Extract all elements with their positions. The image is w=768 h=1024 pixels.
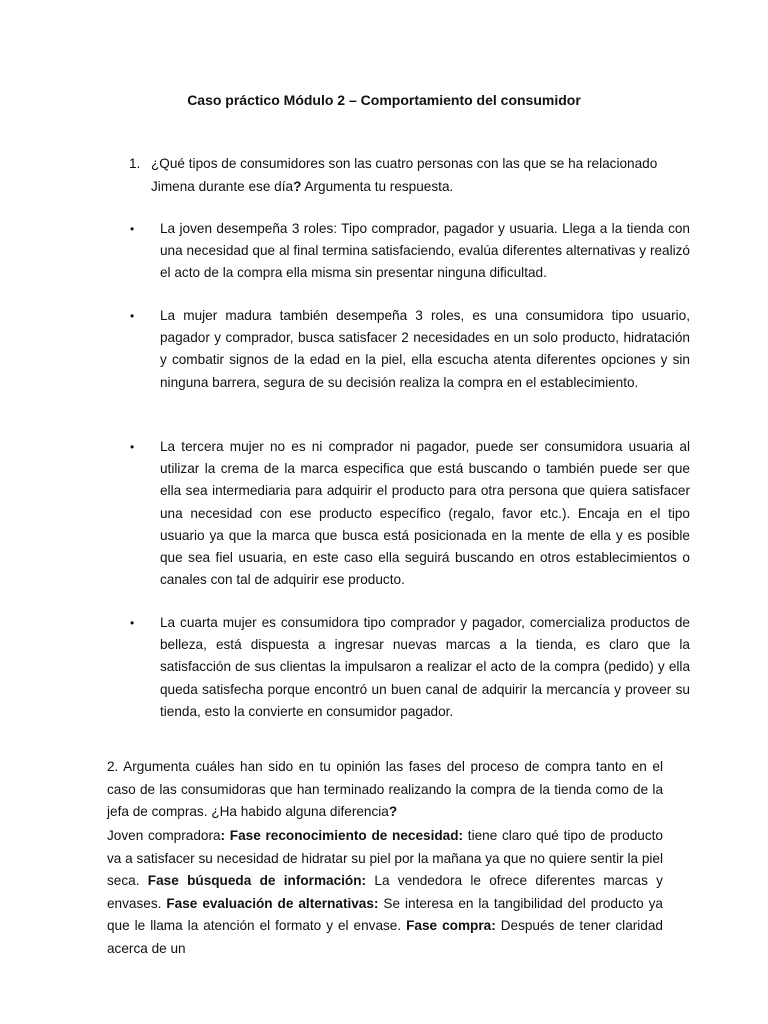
bullet-icon: • [130, 309, 135, 323]
question-1-tail: Argumenta tu respuesta. [301, 178, 454, 194]
phase-label-1: : Fase reconocimiento de necesidad: [220, 828, 464, 843]
bullet-text: La cuarta mujer es consumidora tipo comprador y pagador, comercializa productos de belleza, está dispuesta a ingresar nuevas marcas a la tienda, es claro que la satisfacción de sus clientas la impulsaron a realizar el acto de la compra (pedido) y ella queda satisfecha porque encontró un buen canal de adquirir la mercancía y proveer su tienda, esto la convierte en consumidor pagador. [160, 615, 690, 719]
question-1 [129, 153, 689, 198]
page-title: Caso práctico Módulo 2 – Comportamiento del consumidor [187, 92, 581, 108]
answer-text-3: La vendedora le ofrece diferentes marcas y envases. [107, 873, 663, 911]
bullet-item [130, 218, 690, 285]
answer-paragraph [107, 825, 663, 960]
question-2-text: 2. Argumenta cuáles han sido en tu opinión las fases del proceso de compra tanto en el caso de las consumidoras que han terminado realizando la compra de la tienda como de la jefa de compras. ¿Ha habido alguna diferencia [107, 759, 663, 819]
answer-text-5: Después de tener claridad acerca de un [107, 918, 663, 956]
bullet-text: La mujer madura también desempeña 3 roles, es una consumidora tipo usuario, pagador y comprador, busca satisfacer 2 necesidades en un solo producto, hidratación y combatir signos de la edad en la piel, ella escucha atenta diferentes opciones y sin ninguna barrera, segura de su decisión realiza la compra en el establecimiento. [160, 308, 690, 390]
question-2 [107, 756, 663, 824]
question-1-number: 1. [129, 156, 141, 171]
bullet-item [130, 305, 690, 394]
phase-label-3: Fase evaluación de alternativas: [166, 895, 379, 911]
bullet-icon: • [130, 222, 135, 236]
phase-label-4: Fase compra: [406, 918, 496, 933]
phase-label-2: Fase búsqueda de información: [147, 873, 367, 888]
bullet-item [130, 612, 690, 723]
question-2-mark: ? [388, 804, 398, 819]
question-1-body: ¿Qué tipos de consumidores son las cuatro personas con las que se ha relacionado Jimena durante ese día [151, 156, 658, 194]
bullet-icon: • [130, 616, 135, 630]
question-1-mark: ? [293, 178, 302, 194]
bullet-text: La joven desempeña 3 roles: Tipo comprador, pagador y usuaria. Llega a la tienda con una necesidad que al final termina satisfaciendo, evalúa diferentes alternativas y realizó el acto de la compra ella misma sin presentar ninguna dificultad. [160, 221, 690, 281]
answer-text-4: Se interesa en la tangibilidad del producto ya que le llama la atención el formato y el envase. [107, 895, 663, 933]
bullet-icon: • [130, 440, 135, 454]
bullet-text: La tercera mujer no es ni comprador ni pagador, puede ser consumidora usuaria al utilizar la crema de la marca especifica que está buscando o también puede ser que ella sea intermediaria para adquirir el producto para otra persona que quiera satisfacer una necesidad con ese producto específico (regalo, favor etc.). Encaja en el tipo usuario ya que la marca que busca está posicionada en la mente de ella y es posible que sea fiel usuaria, en este caso ella seguirá buscando en otros establecimientos o canales con tal de adquirir ese producto. [160, 439, 690, 588]
answer-text-2: tiene claro qué tipo de producto va a satisfacer su necesidad de hidratar su piel por la mañana ya que no quiere sentir la piel seca. [107, 828, 663, 888]
answer-text-1: Joven compradora [107, 828, 221, 843]
question-1-text [151, 153, 689, 198]
bullet-item [130, 436, 690, 591]
